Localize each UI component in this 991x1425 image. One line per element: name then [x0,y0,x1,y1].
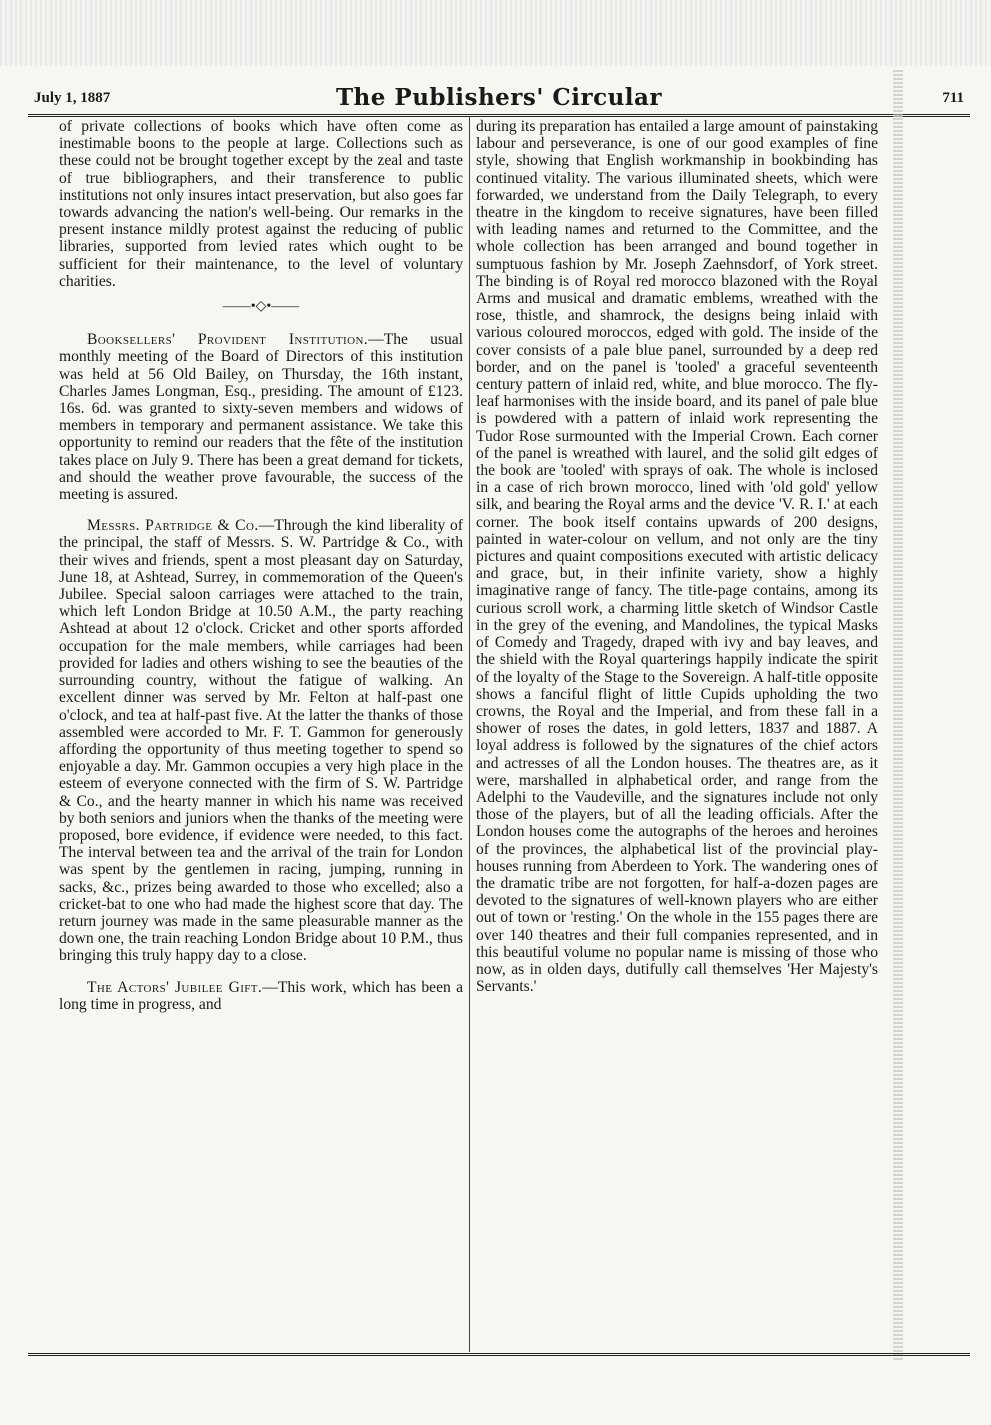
left-column [59,118,463,1013]
journal-title: The Publishers' Circular [335,84,663,111]
article-actors-gift-continued: during its preparation has entailed a large amount of painstaking labour and perseverance, is one of our good examples of fine style, showing that English workmanship in bookbinding has continued vitality. The various illuminated sheets, which were forwarded, we understand from the Daily Telegraph, to every theatre in the kingdom to receive signatures, have been filled with leading names and returned to the Committee, and the whole collection has been arranged and bound together in sumptuous fashion by Mr. Joseph Zaehnsdorf, of York street. The binding is of Royal red morocco blazoned with the Royal Arms and musical and dramatic emblems, wreathed with the rose, thistle, and shamrock, the designs being inlaid with various coloured moroccos, edged with gold. The inside of the cover consists of a pale blue panel, surrounded by a deep red border, and on the panel is 'tooled' a graceful seventeenth century pattern of inlaid red, white, and blue morocco. The fly-leaf harmonises with the inside board, and its panel of pale blue is powdered with a pattern of inlaid work representing the Tudor Rose surmounted with the Imperial Crown. Each corner of the panel is wreathed with laurel, and the solid gilt edges of the book are 'tooled' with sprays of oak. The whole is inclosed in a case of rich brown morocco, lined with 'old gold' yellow silk, and bearing the Royal arms and the device 'V. R. I.' at each corner. The book itself contains upwards of 200 designs, painted in water-colour on vellum, and not only are the tiny pictures and quaint compositions executed with artistic delicacy and grace, but, in their infinite variety, show a highly imaginative range of fancy. The title-page contains, among its curious scroll work, a charming little sketch of Windsor Castle in the grey of the evening, and Mandolines, the typical Masks of Comedy and Tragedy, draped with ivy and bay leaves, and the shield with the Royal quarterings happily indicate the spirit of the loyalty of the Stage to the Sovereign. A half-title opposite shows a fanciful flight of little Cupids upholding the two crowns, the Royal and the Imperial, and from these fall in a shower of roses the dates, in gold letters, 1837 and 1887. A loyal address is followed by the signatures of the chief actors and actresses of all the London houses. The theatres are, as it were, marshalled in alphabetical order, and range from the Adelphi to the Vaudeville, and the signatures include not only those of the players, but of all the leading officials. After the London houses come the autographs of the heroes and heroines of the provinces, the alphabetical list of the provincial play-houses running from Aberdeen to York. The wandering ones of the dramatic tribe are not forgotten, for half-a-dozen pages are devoted to the signatures of well-known players who are either out of town or 'resting.' On the whole in the 155 pages there are over 140 theatres and their full companies represented, and in this beautiful volume no popular name is missing of those who now, as in olden days, dutifully call themselves 'Her Majesty's Servants.' [476,118,878,996]
section-ornament: ——•◇•—— [222,299,300,315]
page-edge-texture [893,70,903,1360]
column-divider [469,116,470,1352]
page-number: 711 [942,90,964,106]
page-top-texture [0,0,991,66]
right-column [476,118,878,995]
article-heading: Messrs. Partridge & Co. [87,517,259,535]
header-rule [28,114,970,117]
page-header [34,84,964,112]
article-continuation: of private collections of books which have often come as inestimable boons to the people at large. Collections such as these could not be brought together except by the zeal and taste of true bibliographers, and their transference to public institutions not only insures intact preservation, but also goes far towards advancing the nation's well-being. Our remarks in the present instance mildly protest against the reducing of public libraries, supported from levied rates which ought to be sufficient for their maintenance, to the level of voluntary charities. [59,118,463,290]
footer-rule [28,1353,970,1356]
article-body: —Through the kind liberality of the principal, the staff of Messrs. S. W. Partridge & Co., with their wives and friends, spent a most pleasant day on Saturday, June 18, at Ashtead, Surrey, in commemoration of the Queen's Jubilee. Special saloon carriages were attached to the train, which left London Bridge at 10.50 A.M., the party reaching Ashtead at about 12 o'clock. Cricket and other sports afforded occupation for the male members, while carriages had been provided for ladies and others wishing to see the beauties of the surrounding country, without the fatigue of walking. An excellent dinner was served by Mr. Felton at half-past one o'clock, and tea at half-past five. At the latter the thanks of those assembled were accorded to Mr. F. T. Gammon for generously affording the opportunity of thus meeting together to spend so enjoyable a day. Mr. Gammon occupies a very high place in the esteem of everyone connected with the firm of S. W. Partridge & Co., and the hearty manner in which his name was received by both seniors and juniors when the thanks of the meeting were proposed, bore evidence, if evidence were needed, to this fact. The interval between tea and the arrival of the train for London was spent by the gentlemen in racing, jumping, running in sacks, &c., prizes being awarded to those who excelled; also a cricket-bat to one who had made the highest score that day. The return journey was made in the same pleasurable manner as the down one, the train reaching London Bridge about 10 P.M., thus bringing this truly happy day to a close. [59,517,463,965]
article-body: —This work, which has been a long time in progress, and [59,978,463,1013]
article-actors-gift [59,979,463,1013]
article-heading: The Actors' Jubilee Gift. [87,978,263,996]
article-body: —The usual monthly meeting of the Board of Directors of this institution was held at 56 Old Bailey, on Thursday, the 16th instant, Charles James Longman, Esq., presiding. The amount of £123. 16s. 6d. was granted to sixty-seven members and widows of members in temporary and permanent assistance. We take this opportunity to remind our readers that the fête of the institution takes place on July 9. There has been a great demand for tickets, and should the weather prove favourable, the success of the meeting is assured. [59,331,463,504]
article-booksellers-provident [59,331,463,503]
article-partridge [59,517,463,964]
article-heading: Booksellers' Provident Institution. [87,331,369,349]
issue-date: July 1, 1887 [34,90,111,106]
